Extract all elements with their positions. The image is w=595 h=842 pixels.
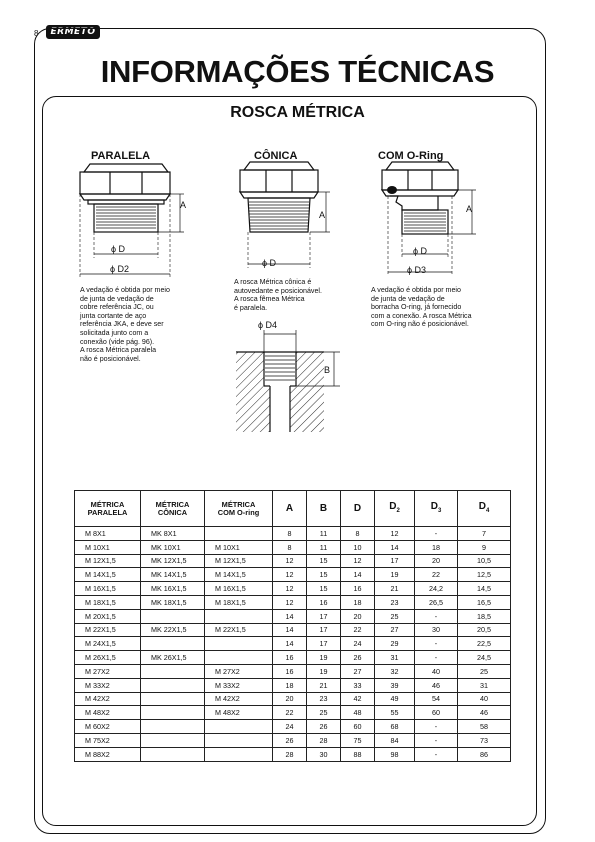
header-d4: $D_4$ [458,491,511,527]
cell-d2: 25 [375,609,415,623]
cell-paralela: M 48X2 [75,706,141,720]
cell-oring [205,747,273,761]
cell-b: 25 [307,706,341,720]
cell-oring [205,609,273,623]
cell-paralela: M 18X1,5 [75,595,141,609]
metric-thread-table [74,490,511,762]
cell-d4: 22,5 [458,637,511,651]
cell-d3: 20 [415,554,458,568]
cell-d2: 32 [375,664,415,678]
cell-a: 18 [273,678,307,692]
cell-a: 20 [273,692,307,706]
oring-fitting-drawing [372,160,497,280]
cell-b: 15 [307,568,341,582]
cell-d4: 46 [458,706,511,720]
cell-a: 12 [273,595,307,609]
cell-d3: - [415,637,458,651]
cell-oring: M 14X1,5 [205,568,273,582]
cell-conica [141,692,205,706]
cell-paralela: M 12X1,5 [75,554,141,568]
header-metrica-paralela: MÉTRICA PARALELA [75,491,141,527]
cell-d3: - [415,720,458,734]
cell-oring: M 42X2 [205,692,273,706]
cell-paralela: M 42X2 [75,692,141,706]
cell-d3: 22 [415,568,458,582]
page-number: 8 [34,29,39,38]
cell-oring: M 48X2 [205,706,273,720]
cell-d: 22 [341,623,375,637]
table-row [75,678,511,692]
cell-d3: 30 [415,623,458,637]
oring-dim-d: ϕ D [413,246,428,256]
paralela-note: A vedação é obtida por meio de junta de vedação de cobre referência JC, ou junta cortante de aço referência JKA, e deve ser solicitada junto com a conexão (vide pág. 96). A rosca Métrica paralela não é posicionável. [80,286,170,363]
cell-d2: 27 [375,623,415,637]
cell-d4: 40 [458,692,511,706]
cell-d: 24 [341,637,375,651]
section-title: ROSCA MÉTRICA [230,104,365,121]
table-row [75,720,511,734]
cell-oring: M 27X2 [205,664,273,678]
cell-oring: M 18X1,5 [205,595,273,609]
cell-d2: 12 [375,527,415,541]
table-row [75,595,511,609]
cell-b: 11 [307,527,341,541]
ermeto-logo: ERMETO [46,25,100,39]
female-port-drawing [228,328,348,438]
cell-a: 16 [273,664,307,678]
cell-a: 12 [273,568,307,582]
cell-d4: 18,5 [458,609,511,623]
table-row [75,609,511,623]
cell-d4: 10,5 [458,554,511,568]
cell-d2: 31 [375,651,415,665]
cell-d3: - [415,609,458,623]
cell-d: 33 [341,678,375,692]
cell-paralela: M 60X2 [75,720,141,734]
table-row [75,554,511,568]
cell-b: 19 [307,651,341,665]
cell-paralela: M 88X2 [75,747,141,761]
cell-d4: 31 [458,678,511,692]
cell-d3: 40 [415,664,458,678]
cell-a: 28 [273,747,307,761]
cell-b: 21 [307,678,341,692]
cell-conica: MK 8X1 [141,527,205,541]
cell-paralela: M 16X1,5 [75,582,141,596]
oring-dim-d3: ϕ D3 [407,265,427,275]
cell-d2: 14 [375,540,415,554]
cell-d: 75 [341,733,375,747]
conica-note: A rosca Métrica cônica é autovedante e posicionável. A rosca fêmea Métrica é paralela. [234,278,322,312]
cell-b: 23 [307,692,341,706]
table-row [75,664,511,678]
cell-d4: 14,5 [458,582,511,596]
cell-d2: 17 [375,554,415,568]
cell-b: 26 [307,720,341,734]
cell-d: 10 [341,540,375,554]
header-b: B [307,491,341,527]
cell-d2: 68 [375,720,415,734]
cell-d3: 46 [415,678,458,692]
cell-a: 16 [273,651,307,665]
cell-d3: - [415,747,458,761]
cell-d4: 58 [458,720,511,734]
cell-d4: 7 [458,527,511,541]
cell-d: 14 [341,568,375,582]
table-row [75,692,511,706]
cell-b: 15 [307,582,341,596]
cell-conica [141,706,205,720]
cell-paralela: M 26X1,5 [75,651,141,665]
cell-conica [141,733,205,747]
paralela-dim-d2: ϕ D2 [110,264,130,274]
cell-a: 12 [273,582,307,596]
cell-conica: MK 18X1,5 [141,595,205,609]
cell-d2: 39 [375,678,415,692]
cell-d2: 23 [375,595,415,609]
cell-oring: M 22X1,5 [205,623,273,637]
cell-d3: 54 [415,692,458,706]
oring-dim-a: A [466,204,473,214]
cell-d: 18 [341,595,375,609]
header-d2: $D_2$ [375,491,415,527]
paralela-dim-d: ϕ D [111,244,126,254]
oring-label: COM O-Ring [378,150,444,162]
cell-d: 27 [341,664,375,678]
cell-a: 8 [273,540,307,554]
cell-oring [205,733,273,747]
header-metrica-conica: MÉTRICA CÔNICA [141,491,205,527]
cell-d3: 26,5 [415,595,458,609]
cell-a: 14 [273,623,307,637]
table-row [75,733,511,747]
cell-conica [141,720,205,734]
paralela-label: PARALELA [91,150,151,162]
cell-conica [141,678,205,692]
cell-oring [205,637,273,651]
cell-a: 22 [273,706,307,720]
cell-d: 48 [341,706,375,720]
table-header-row [75,491,511,527]
cell-oring: M 10X1 [205,540,273,554]
cell-d3: 24,2 [415,582,458,596]
cell-d: 8 [341,527,375,541]
cell-a: 12 [273,554,307,568]
cell-d4: 86 [458,747,511,761]
header-d3: $D_3$ [415,491,458,527]
cell-oring [205,527,273,541]
cell-b: 19 [307,664,341,678]
cell-d: 42 [341,692,375,706]
cell-d2: 55 [375,706,415,720]
cell-paralela: M 22X1,5 [75,623,141,637]
header-a: A [273,491,307,527]
cell-d3: - [415,527,458,541]
cell-paralela: M 14X1,5 [75,568,141,582]
cell-d2: 29 [375,637,415,651]
table-row [75,706,511,720]
table-row [75,568,511,582]
cell-d3: - [415,651,458,665]
cell-d: 16 [341,582,375,596]
cell-oring: M 33X2 [205,678,273,692]
cell-d3: 18 [415,540,458,554]
table-row [75,540,511,554]
cell-d4: 12,5 [458,568,511,582]
femea-dim-d4: ϕ D4 [258,320,278,330]
paralela-dim-a: A [180,200,187,210]
cell-conica: MK 26X1,5 [141,651,205,665]
cell-conica: MK 10X1 [141,540,205,554]
cell-d4: 16,5 [458,595,511,609]
oring-note: A vedação é obtida por meio de junta de vedação de borracha O-ring, já fornecido com a conexão. A rosca Métrica com O-ring não é posicionável. [371,286,472,329]
cell-conica: MK 22X1,5 [141,623,205,637]
cell-a: 24 [273,720,307,734]
cell-d4: 20,5 [458,623,511,637]
cell-paralela: M 20X1,5 [75,609,141,623]
header-d: D [341,491,375,527]
cell-d: 60 [341,720,375,734]
cell-d3: - [415,733,458,747]
cell-d4: 25 [458,664,511,678]
cell-d: 88 [341,747,375,761]
cell-d2: 49 [375,692,415,706]
cell-b: 17 [307,609,341,623]
femea-dim-b: B [324,365,331,375]
cell-a: 26 [273,733,307,747]
cell-b: 28 [307,733,341,747]
cell-b: 17 [307,637,341,651]
cell-d: 26 [341,651,375,665]
cell-b: 16 [307,595,341,609]
paralela-fitting-drawing [66,160,196,285]
table-row [75,623,511,637]
cell-oring: M 16X1,5 [205,582,273,596]
cell-d: 20 [341,609,375,623]
cell-d2: 21 [375,582,415,596]
table-row [75,527,511,541]
page-title: INFORMAÇÕES TÉCNICAS [100,54,495,89]
cell-oring: M 12X1,5 [205,554,273,568]
cell-b: 17 [307,623,341,637]
cell-oring [205,651,273,665]
table-row [75,582,511,596]
table-row [75,637,511,651]
conica-dim-d: ϕ D [262,258,277,268]
cell-conica [141,609,205,623]
cell-d2: 84 [375,733,415,747]
table-row [75,747,511,761]
cell-a: 14 [273,609,307,623]
cell-d4: 73 [458,733,511,747]
header-metrica-oring: MÉTRICA COM O-ring [205,491,273,527]
cell-paralela: M 75X2 [75,733,141,747]
cell-b: 11 [307,540,341,554]
cell-b: 15 [307,554,341,568]
conica-label: CÔNICA [254,150,298,162]
cell-d3: 60 [415,706,458,720]
cell-conica: MK 12X1,5 [141,554,205,568]
cell-b: 30 [307,747,341,761]
cell-conica [141,637,205,651]
cell-conica: MK 16X1,5 [141,582,205,596]
cell-d4: 24,5 [458,651,511,665]
cell-d4: 9 [458,540,511,554]
cell-d: 12 [341,554,375,568]
cell-conica [141,664,205,678]
table-row [75,651,511,665]
cell-paralela: M 8X1 [75,527,141,541]
cell-oring [205,720,273,734]
cell-paralela: M 24X1,5 [75,637,141,651]
cell-paralela: M 33X2 [75,678,141,692]
cell-a: 8 [273,527,307,541]
cell-d2: 19 [375,568,415,582]
cell-conica: MK 14X1,5 [141,568,205,582]
cell-a: 14 [273,637,307,651]
cell-paralela: M 10X1 [75,540,141,554]
cell-conica [141,747,205,761]
cell-paralela: M 27X2 [75,664,141,678]
conica-dim-a: A [319,210,326,220]
cell-d2: 98 [375,747,415,761]
